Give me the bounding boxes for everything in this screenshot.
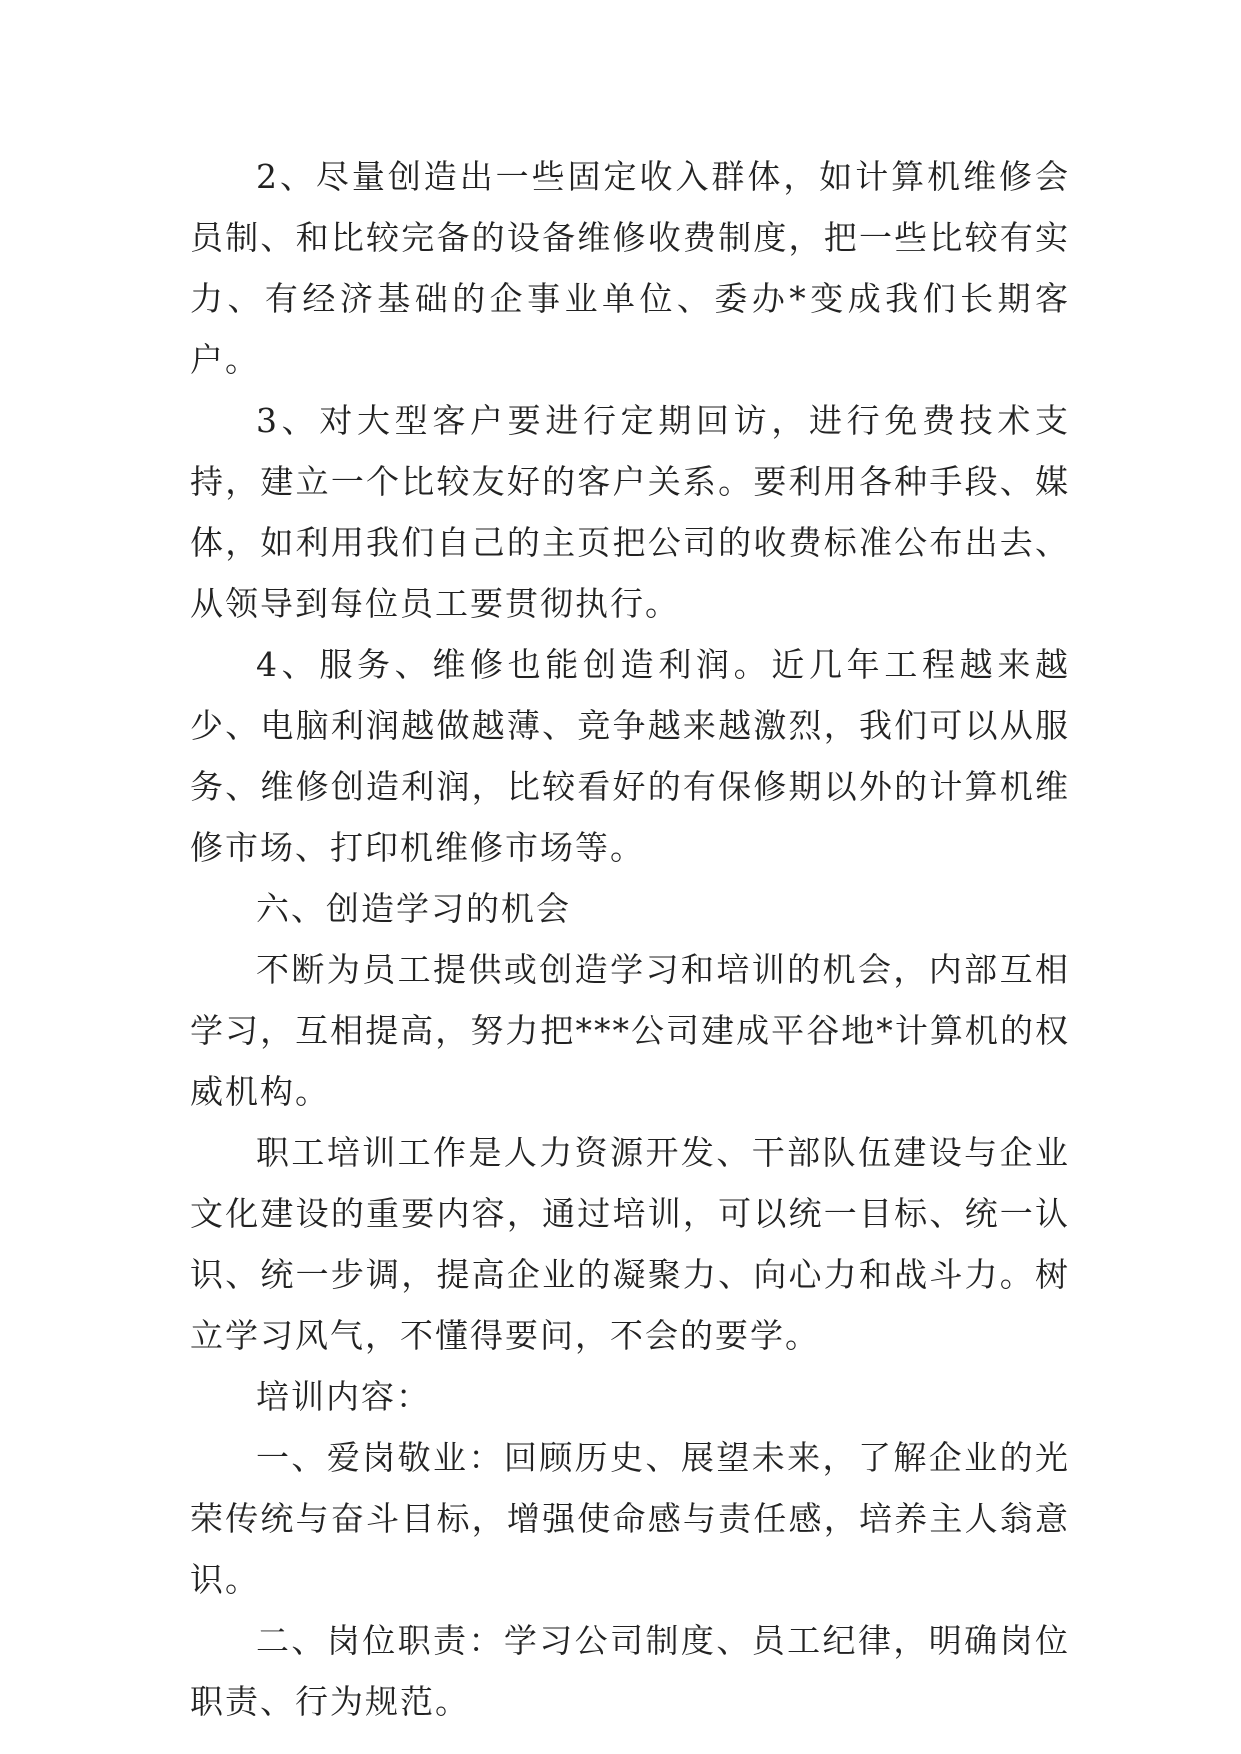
paragraph-item-2: 2、尽量创造出一些固定收入群体，如计算机维修会员制、和比较完备的设备维修收费制度，把一些比较有实力、有经济基础的企事业单位、委办*变成我们长期客户。	[190, 157, 1070, 379]
paragraph-dedication: 一、爱岗敬业：回顾历史、展望未来，了解企业的光荣传统与奋斗目标，增强使命感与责任感，培养主人翁意识。	[190, 1438, 1070, 1599]
paragraph-item-3: 3、对大型客户要进行定期回访，进行免费技术支持，建立一个比较友好的客户关系。要利用各种手段、媒体，如利用我们自己的主页把公司的收费标准公布出去、从领导到每位员工要贯彻执行。	[190, 401, 1070, 623]
document-body	[190, 146, 1070, 1732]
paragraph-item-4: 4、服务、维修也能创造利润。近几年工程越来越少、电脑利润越做越薄、竞争越来越激烈，我们可以从服务、维修创造利润，比较看好的有保修期以外的计算机维修市场、打印机维修市场等。	[190, 645, 1070, 867]
section-heading: 六、创造学习的机会	[256, 889, 571, 928]
paragraph-responsibilities: 二、岗位职责：学习公司制度、员工纪律，明确岗位职责、行为规范。	[190, 1621, 1070, 1721]
paragraph-learning: 不断为员工提供或创造学习和培训的机会，内部互相学习，互相提高，努力把***公司建成平谷地*计算机的权威机构。	[190, 950, 1070, 1111]
training-content-label: 培训内容：	[256, 1377, 431, 1416]
paragraph-training: 职工培训工作是人力资源开发、干部队伍建设与企业文化建设的重要内容，通过培训，可以统一目标、统一认识、统一步调，提高企业的凝聚力、向心力和战斗力。树立学习风气，不懂得要问，不会的要学。	[190, 1133, 1070, 1355]
